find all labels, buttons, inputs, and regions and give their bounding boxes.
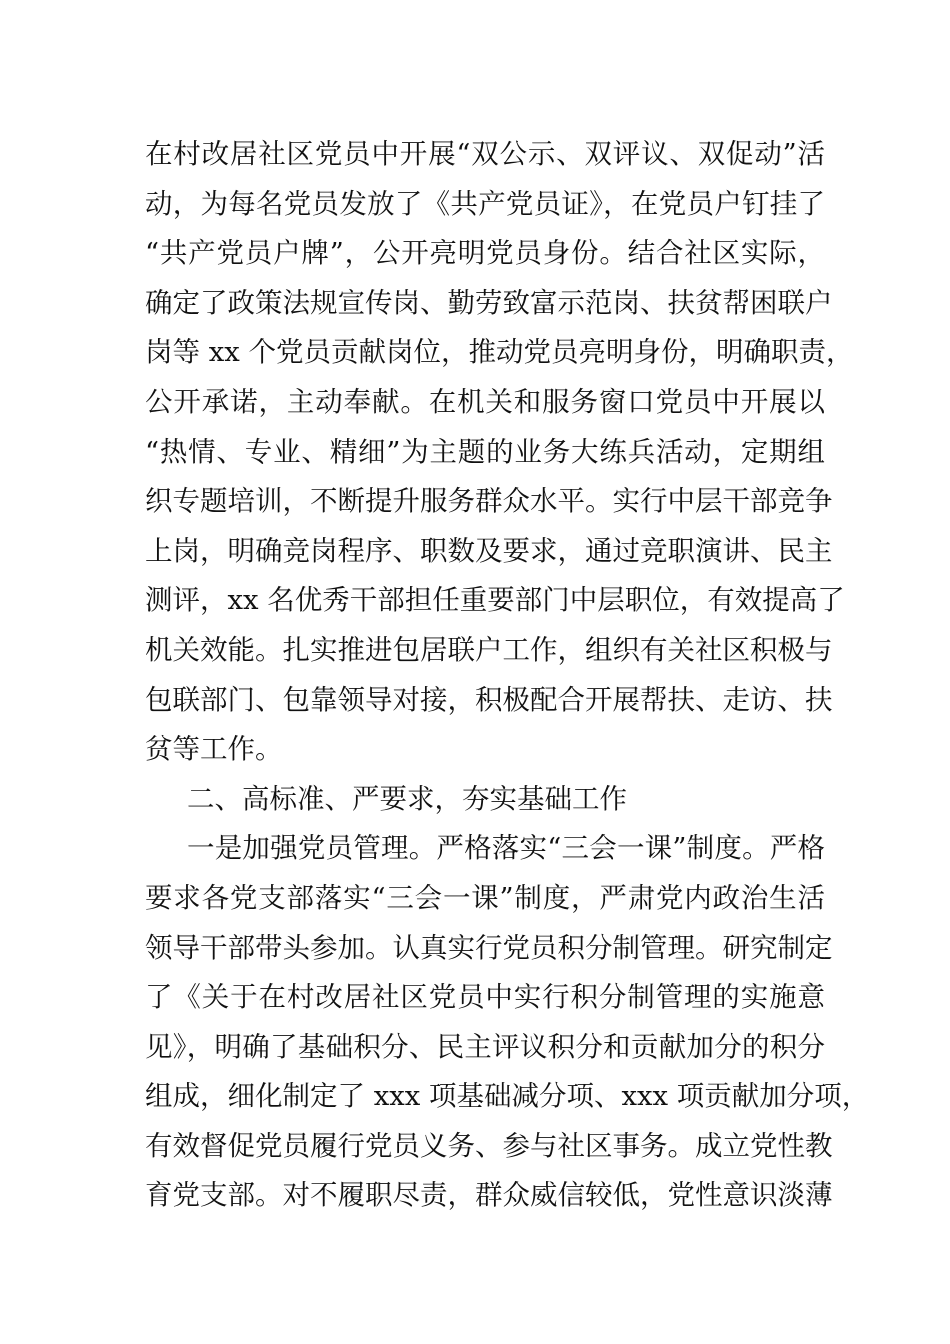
text-line: 织专题培训，不断提升服务群众水平。实行中层干部竞争 <box>145 485 833 518</box>
text-line: 有效督促党员履行党员义务、参与社区事务。成立党性教 <box>145 1129 833 1162</box>
paragraph-1 <box>145 130 854 775</box>
text-line: 贫等工作。 <box>145 733 283 766</box>
text-line: 上岗，明确竞岗程序、职数及要求，通过竞职演讲、民主 <box>145 534 833 567</box>
text-line: 岗等 xx 个党员贡献岗位，推动党员亮明身份，明确职责， <box>145 336 854 369</box>
text-line: 一是加强党员管理。严格落实“三会一课”制度。严格 <box>187 832 825 865</box>
text-line: 育党支部。对不履职尽责，群众威信较低，党性意识淡薄 <box>145 1179 833 1212</box>
text-line: 在村改居社区党员中开展“双公示、双评议、双促动”活 <box>145 138 825 170</box>
text-line: 见》，明确了基础积分、民主评议积分和贡献加分的积分 <box>145 1030 825 1063</box>
text-line: 了《关于在村改居社区党员中实行积分制管理的实施意 <box>145 981 825 1014</box>
text-line: 测评，xx 名优秀干部担任重要部门中层职位，有效提高了 <box>145 584 845 617</box>
text-line: “共产党员户牌”，公开亮明党员身份。结合社区实际， <box>145 237 825 270</box>
text-line: 公开承诺，主动奉献。在机关和服务窗口党员中开展以 <box>145 385 825 418</box>
document-body <box>145 130 870 1221</box>
section-heading: 二、高标准、严要求，夯实基础工作 <box>187 782 627 815</box>
text-line: 组成，细化制定了 xxx 项基础减分项、xxx 项贡献加分项， <box>145 1080 870 1113</box>
text-line: 确定了政策法规宣传岗、勤劳致富示范岗、扶贫帮困联户 <box>145 286 833 319</box>
text-line: 动，为每名党员发放了《共产党员证》，在党员户钉挂了 <box>145 187 825 220</box>
paragraph-2 <box>145 824 870 1221</box>
text-line: 机关效能。扎实推进包居联户工作，组织有关社区积极与 <box>145 633 833 666</box>
text-line: 包联部门、包靠领导对接，积极配合开展帮扶、走访、扶 <box>145 683 833 716</box>
text-line: 领导干部带头参加。认真实行党员积分制管理。研究制定 <box>145 931 833 964</box>
text-line: “热情、专业、精细”为主题的业务大练兵活动，定期组 <box>145 435 825 468</box>
text-line: 要求各党支部落实“三会一课”制度，严肃党内政治生活 <box>145 881 825 914</box>
